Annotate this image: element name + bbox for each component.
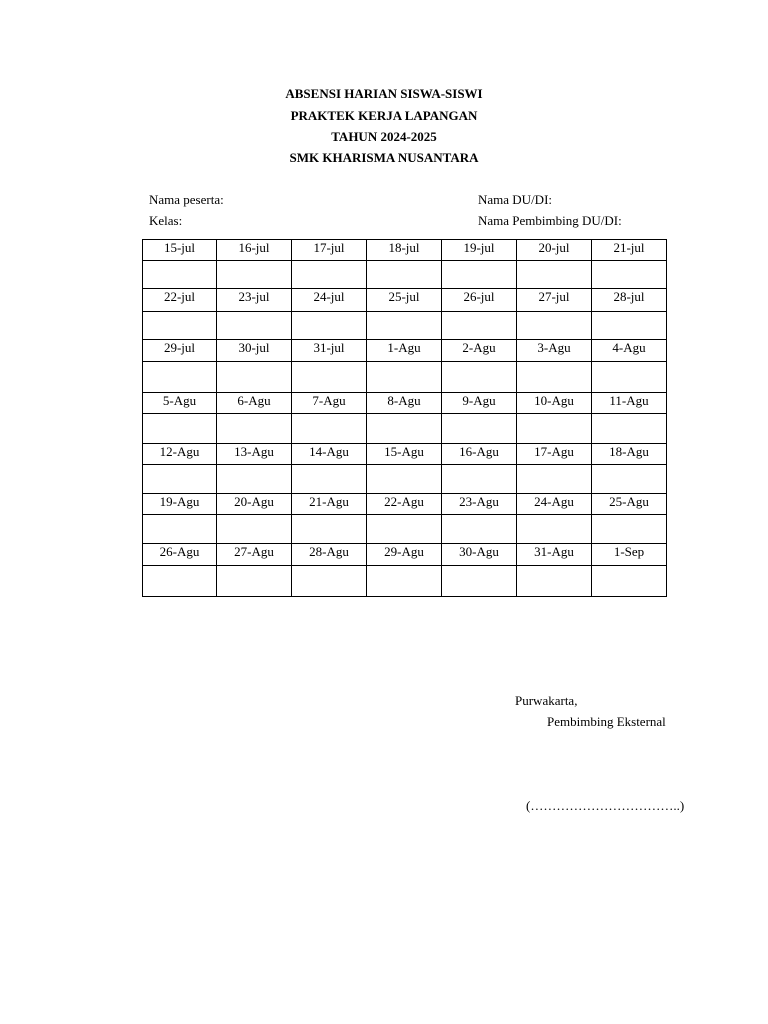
attendance-table	[142, 239, 667, 597]
attendance-row	[143, 261, 667, 289]
nama-dudi-label: Nama DU/DI:	[478, 192, 553, 207]
attendance-cell[interactable]	[592, 261, 667, 289]
attendance-row	[143, 515, 667, 544]
attendance-cell[interactable]	[592, 566, 667, 597]
date-cell: 24-jul	[292, 289, 367, 312]
date-cell: 16-Agu	[442, 444, 517, 465]
attendance-cell[interactable]	[517, 465, 592, 494]
attendance-cell[interactable]	[292, 515, 367, 544]
attendance-row	[143, 362, 667, 393]
attendance-cell[interactable]	[292, 261, 367, 289]
attendance-cell[interactable]	[367, 261, 442, 289]
attendance-cell[interactable]	[442, 414, 517, 444]
attendance-cell[interactable]	[367, 566, 442, 597]
attendance-cell[interactable]	[442, 312, 517, 340]
date-row	[143, 240, 667, 261]
attendance-cell[interactable]	[292, 465, 367, 494]
date-cell: 14-Agu	[292, 444, 367, 465]
date-cell: 29-jul	[143, 340, 217, 362]
attendance-cell[interactable]	[217, 312, 292, 340]
date-cell: 1-Sep	[592, 544, 667, 566]
attendance-cell[interactable]	[292, 414, 367, 444]
date-row	[143, 340, 667, 362]
nama-peserta-label: Nama peserta:	[149, 192, 224, 207]
date-cell: 28-Agu	[292, 544, 367, 566]
date-cell: 20-jul	[517, 240, 592, 261]
attendance-cell[interactable]	[442, 261, 517, 289]
date-cell: 15-jul	[143, 240, 217, 261]
signature-blank-line: (……………………………..)	[526, 798, 685, 813]
attendance-cell[interactable]	[217, 465, 292, 494]
date-cell: 12-Agu	[143, 444, 217, 465]
date-cell: 10-Agu	[517, 393, 592, 414]
date-cell: 17-Agu	[517, 444, 592, 465]
date-cell: 6-Agu	[217, 393, 292, 414]
date-cell: 22-jul	[143, 289, 217, 312]
date-cell: 11-Agu	[592, 393, 667, 414]
attendance-cell[interactable]	[517, 414, 592, 444]
date-cell: 26-jul	[442, 289, 517, 312]
attendance-cell[interactable]	[143, 465, 217, 494]
title-line-4: SMK KHARISMA NUSANTARA	[289, 150, 479, 165]
attendance-cell[interactable]	[217, 261, 292, 289]
date-cell: 16-jul	[217, 240, 292, 261]
attendance-row	[143, 566, 667, 597]
title-line-1: ABSENSI HARIAN SISWA-SISWI	[285, 86, 483, 101]
date-cell: 30-Agu	[442, 544, 517, 566]
attendance-cell[interactable]	[517, 362, 592, 393]
attendance-cell[interactable]	[442, 465, 517, 494]
date-row	[143, 393, 667, 414]
date-cell: 9-Agu	[442, 393, 517, 414]
date-cell: 24-Agu	[517, 494, 592, 515]
date-cell: 7-Agu	[292, 393, 367, 414]
attendance-cell[interactable]	[367, 312, 442, 340]
attendance-cell[interactable]	[442, 362, 517, 393]
date-cell: 21-Agu	[292, 494, 367, 515]
attendance-cell[interactable]	[517, 566, 592, 597]
attendance-cell[interactable]	[442, 566, 517, 597]
signature-place: Purwakarta,	[515, 693, 578, 708]
date-cell: 4-Agu	[592, 340, 667, 362]
attendance-cell[interactable]	[217, 362, 292, 393]
date-cell: 25-Agu	[592, 494, 667, 515]
date-cell: 3-Agu	[517, 340, 592, 362]
date-row	[143, 289, 667, 312]
date-cell: 13-Agu	[217, 444, 292, 465]
date-cell: 19-Agu	[143, 494, 217, 515]
attendance-cell[interactable]	[592, 465, 667, 494]
date-cell: 28-jul	[592, 289, 667, 312]
date-cell: 5-Agu	[143, 393, 217, 414]
date-cell: 18-jul	[367, 240, 442, 261]
attendance-row	[143, 465, 667, 494]
date-cell: 17-jul	[292, 240, 367, 261]
title-line-2: PRAKTEK KERJA LAPANGAN	[290, 108, 478, 123]
attendance-cell[interactable]	[143, 312, 217, 340]
attendance-cell[interactable]	[592, 362, 667, 393]
date-cell: 23-jul	[217, 289, 292, 312]
date-cell: 22-Agu	[367, 494, 442, 515]
date-cell: 27-jul	[517, 289, 592, 312]
attendance-cell[interactable]	[367, 465, 442, 494]
attendance-cell[interactable]	[292, 312, 367, 340]
date-row	[143, 544, 667, 566]
attendance-cell[interactable]	[367, 362, 442, 393]
signature-role: Pembimbing Eksternal	[547, 714, 666, 729]
attendance-cell[interactable]	[517, 261, 592, 289]
date-row	[143, 494, 667, 515]
date-cell: 15-Agu	[367, 444, 442, 465]
attendance-cell[interactable]	[592, 414, 667, 444]
date-cell: 19-jul	[442, 240, 517, 261]
attendance-cell[interactable]	[517, 515, 592, 544]
attendance-row	[143, 312, 667, 340]
attendance-cell[interactable]	[143, 261, 217, 289]
attendance-cell[interactable]	[367, 515, 442, 544]
date-cell: 31-Agu	[517, 544, 592, 566]
date-cell: 29-Agu	[367, 544, 442, 566]
nama-pembimbing-label: Nama Pembimbing DU/DI:	[478, 213, 622, 228]
date-cell: 8-Agu	[367, 393, 442, 414]
kelas-label: Kelas:	[149, 213, 183, 228]
date-cell: 21-jul	[592, 240, 667, 261]
date-cell: 25-jul	[367, 289, 442, 312]
attendance-cell[interactable]	[217, 515, 292, 544]
attendance-cell[interactable]	[143, 362, 217, 393]
attendance-cell[interactable]	[517, 312, 592, 340]
date-cell: 1-Agu	[367, 340, 442, 362]
attendance-cell[interactable]	[592, 515, 667, 544]
date-cell: 27-Agu	[217, 544, 292, 566]
date-cell: 2-Agu	[442, 340, 517, 362]
attendance-cell[interactable]	[143, 515, 217, 544]
attendance-cell[interactable]	[217, 414, 292, 444]
attendance-cell[interactable]	[217, 566, 292, 597]
date-cell: 18-Agu	[592, 444, 667, 465]
date-cell: 31-jul	[292, 340, 367, 362]
date-cell: 30-jul	[217, 340, 292, 362]
attendance-cell[interactable]	[292, 362, 367, 393]
attendance-cell[interactable]	[292, 566, 367, 597]
date-cell: 26-Agu	[143, 544, 217, 566]
date-cell: 23-Agu	[442, 494, 517, 515]
title-line-3: TAHUN 2024-2025	[331, 129, 437, 144]
attendance-cell[interactable]	[143, 414, 217, 444]
attendance-cell[interactable]	[143, 566, 217, 597]
date-row	[143, 444, 667, 465]
attendance-cell[interactable]	[592, 312, 667, 340]
date-cell: 20-Agu	[217, 494, 292, 515]
attendance-row	[143, 414, 667, 444]
attendance-cell[interactable]	[442, 515, 517, 544]
attendance-cell[interactable]	[367, 414, 442, 444]
